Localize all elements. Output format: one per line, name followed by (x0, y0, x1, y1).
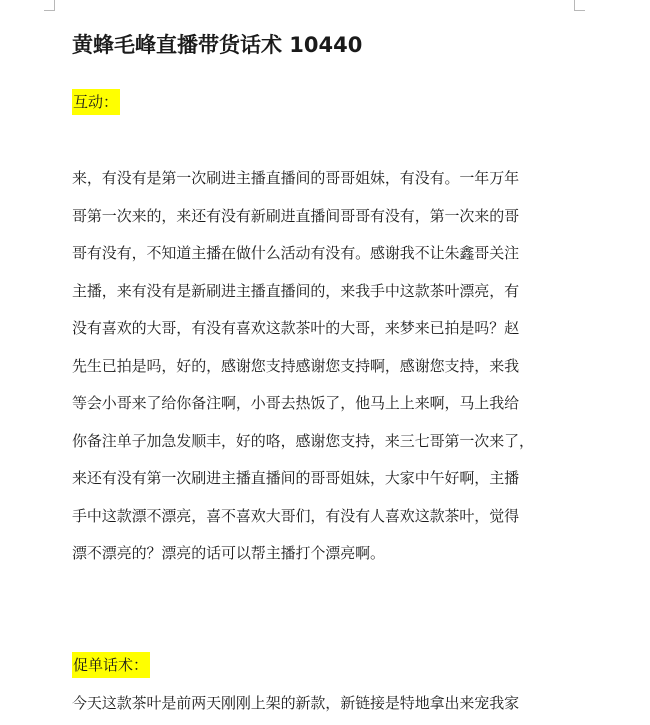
paragraph-line: 来还有没有第一次刷进主播直播间的哥哥姐妹，大家中午好啊，主播 (72, 469, 520, 487)
paragraph-line: 先生已拍是吗，好的，感谢您支持感谢您支持啊，感谢您支持，来我 (72, 356, 520, 375)
section-heading-interaction: 互动： (72, 89, 120, 115)
paragraph-line: 漂不漂亮的？漂亮的话可以帮主播打个漂亮啊。 (72, 544, 385, 562)
page-corner-mark-left (44, 0, 55, 11)
paragraph-line: 等会小哥来了给你备注啊，小哥去热饭了，他马上上来啊，马上我给 (72, 394, 520, 412)
paragraph-line: 手中这款漂不漂亮，喜不喜欢大哥们，有没有人喜欢这款茶叶，觉得 (72, 506, 520, 525)
page-corner-mark-right (574, 0, 585, 11)
paragraph-line: 哥第一次来的，来还有没有新刷进直播间哥哥有没有，第一次来的哥 (72, 206, 520, 225)
paragraph-line: 哥有没有，不知道主播在做什么活动有没有。感谢我不让朱鑫哥关注 (72, 244, 520, 262)
paragraph-line: 主播，来有没有是新刷进主播直播间的，来我手中这款茶叶漂亮，有 (72, 281, 520, 300)
section-heading-closing-script: 促单话术： (72, 652, 150, 678)
paragraph-line: 你备注单子加急发顺丰，好的咯，感谢您支持，来三七哥第一次来了， (72, 431, 534, 450)
interaction-paragraph (72, 160, 577, 573)
document-title: 黄蜂毛峰直播带货话术 10440 (72, 33, 363, 57)
paragraph-line: 今天这款茶叶是前两天刚刚上架的新款，新链接是特地拿出来宠我家 (72, 694, 520, 712)
paragraph-line: 没有喜欢的大哥，有没有喜欢这款茶叶的大哥，来梦来已拍是吗？赵 (72, 319, 520, 337)
closing-script-paragraph (72, 685, 577, 723)
paragraph-line: 来，有没有是第一次刷进主播直播间的哥哥姐妹，有没有。一年万年 (72, 169, 520, 187)
